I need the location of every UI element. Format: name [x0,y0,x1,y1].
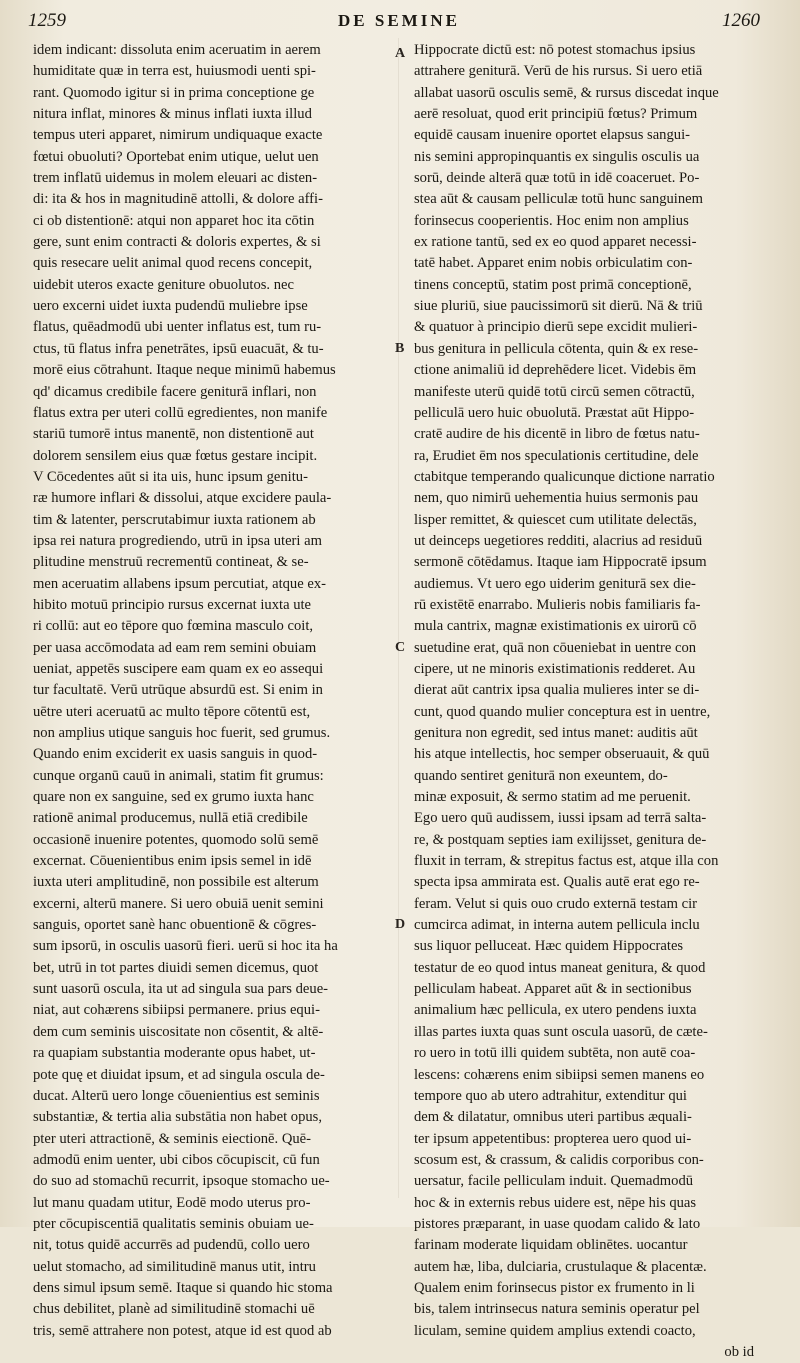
text-line-right: tinens conceptū, statim post primā conceptionē, [414,276,692,293]
text-line-left: V Cōcedentes aūt si ita uis, hunc ipsum genitu- [33,468,308,485]
text-line-right: ro uero in totū illi quidem subtēta, non autē coa- [414,1045,696,1062]
text-line-right: mula cantrix, magnæ existimationis ex uirorū cō [414,618,697,635]
text-line-right: scosum est, & crassum, & calidis corporibus con- [414,1151,704,1168]
text-line-left: morē eius cōtrahunt. Itaque neque minimū habemus [33,362,336,379]
text-line-right: nis semini appropinquantis ex singulis osculis ua [414,148,700,165]
text-line-right: ut deinceps uegetiores redditi, alacrius ad residuū [414,532,703,549]
column-gutter [398,38,399,1198]
margin-letter: A [395,46,406,61]
text-line-right: aerē resoluat, quod erit principiū fœtus? Primum [414,106,698,123]
text-line-left: ræ humore inflari & dissolui, atque excidere paula- [33,490,332,507]
margin-letter: B [395,340,405,356]
text-line-left: dem cum seminis uiscositate non cōsentit, & altē- [33,1023,324,1040]
text-line-right: sermonē cōtēdamus. Itaque iam Hippocratē ipsum [414,554,707,571]
text-line-right: his atque intellectis, hoc semper obseruauit, & quū [414,746,710,763]
text-line-right: & quatuor à principio dierū sepe excidit mulieri- [414,319,698,336]
text-line-right: lescens: cohærens enim sibiipsi semen manens eo [414,1066,705,1083]
text-line-right: stea aūt & causam pelliculæ totū hunc sanguinem [414,191,703,208]
text-line-left: quis resecare uelit animal quod recens concepit, [33,255,313,272]
text-line-right: autem hæ, liba, dulciaria, crustulaque & placentæ. [414,1258,707,1275]
text-line-right: audiemus. Vt uero ego uiderim geniturā sex die- [414,575,696,592]
text-line-left: uētre uteri aceruatū ac multo tēpore cōtentū est, [33,703,311,720]
text-line-left: plitudine menstruū recrementū contineat, & se- [33,554,309,571]
text-line-left: rationē animal producemus, nullā etiā credibile [33,810,308,827]
text-line-left: uero excerni uidet iuxta pudendū muliebre ipse [33,298,308,315]
text-line-right: ex ratione tantū, sed ex eo quod apparet necessi- [414,234,697,251]
text-line-right: siue pluriū, siue paucissimorū sit dierū. Nā & triū [414,298,703,315]
text-line-left: iuxta uteri amplitudinē, non possibile est alterum [33,874,319,891]
text-line-left: fœtui obuoluti? Oportebat enim utique, uelut uen [33,148,319,165]
text-line-right: bis, talem intrinsecus natura seminis operatur pel [414,1301,700,1318]
text-line-right: cumcirca adimat, in interna autem pellicula inclu [414,917,700,934]
text-line-right: cunt, quod quando mulier conceptura est in uentre, [414,703,711,720]
text-line-right: dem & dilatatur, omnibus uteri partibus æquali- [414,1109,692,1126]
text-line-left: hibito motuū principio rursus excernat iuxta ute [33,596,312,613]
text-line-left: admodū enim uenter, ubi cibos cōcupiscit, cū fun [33,1151,320,1168]
text-line-right: testatur de eo quod intus maneat genitura, & quod [414,959,706,976]
text-line-left: sunt uasorū oscula, ita ut ad singula sua pars deue- [33,981,329,998]
text-line-left: sum ipsorū, in osculis uasorū fieri. uerū si hoc ita ha [33,938,338,955]
text-line-right: tatē habet. Apparet enim nobis orbiculatim con- [414,255,693,272]
text-line-left: ci ob distentionē: atqui non apparet hoc ita cōtin [33,212,315,229]
text-line-right: suetudine erat, quā non cōueniebat in uentre con [414,639,697,656]
text-line-left: tempus uteri apparet, nimirum undiquaque exacte [33,127,323,144]
text-line-left: quare non ex sanguine, sed ex grumo iuxta hanc [33,789,314,806]
text-line-left: pote quę et diuidat ipsum, et ad singula oscula de- [33,1066,325,1083]
text-line-left: uidebit uteros exacte geniture obuolutos. nec [33,276,294,293]
text-line-left: rant. Quomodo igitur si in prima conceptione ge [33,84,315,101]
text-line-right: liculam, semine quidem amplius extendi coacto, [414,1322,696,1339]
text-line-left: flatus extra per uteri collū egredientes, non manife [33,404,328,421]
text-line-left: ueniat, appetēs suscipere eam quam ex eo assequi [33,660,324,677]
text-line-right: equidē causam inuenire oportet elapsus sangui- [414,127,690,144]
text-line-right: ter ipsum appetentibus: propterea uero quod ui- [414,1130,692,1147]
text-line-right: rū existētē enarrabo. Mulieris nobis familiaris fa- [414,596,701,613]
text-line-right: feram. Velut si quis ouo crudo externā testam cir [414,895,698,912]
text-line-right: allabat uasorū osculis semē, & rursus discedat inque [414,84,719,101]
text-line-right: ctione animaliū id deprehēdere licet. Videbis ēm [414,362,697,379]
text-line-left: non amplius utique sanguis hoc fuerit, sed grumus. [33,725,331,741]
text-line-right: ctabitque temperando qualicunque dictione narratio [414,468,715,485]
text-line-right: cratē audire de his dicentē in libro de fœtus natu- [414,426,700,443]
text-line-left: ra quapiam substantia moderante opus habet, ut- [33,1045,316,1062]
text-line-left: dolorem sensilem eius quæ fœtus gestare incipit. [33,447,318,464]
text-line-right: re, & postquam septies iam exilijsset, genitura de- [414,831,707,848]
margin-letter: D [395,917,406,933]
text-line-right: sus liquor pelluceat. Hæc quidem Hippocrates [414,938,684,955]
text-line-right: lisper remittet, & quiescet cum utilitate delectās, [414,511,697,528]
text-line-left: ctus, tū flatus infra penetrātes, ipsū euacuāt, & tu- [33,340,324,357]
text-line-left: uelut stomacho, ad similitudinē manus utit, intru [33,1258,316,1275]
text-line-left: lut manu quadam utitur, Eodē modo uterus pro- [33,1194,311,1211]
text-line-left: pter uteri attractionē, & seminis eiectionē. Quē- [33,1130,311,1147]
text-line-right: genitura non egredit, sed intus manet: auditis aūt [414,725,698,741]
running-title: DE SEMINE [338,11,460,30]
text-line-left: pter cōcupiscentiā qualitatis seminis obuiam ue- [33,1215,314,1232]
text-line-right: bus genitura in pellicula cōtenta, quin & ex rese- [414,340,699,357]
text-line-left: tris, semē attrahere non potest, atque id est quod ab [33,1322,332,1339]
text-line-right: ob id [724,1343,754,1360]
text-line-left: ri collū: aut eo tēpore quo fœmina masculo coit, [33,618,314,635]
text-line-left: humiditate quæ in terra est, huiusmodi uenti spi- [33,63,316,80]
text-line-right: hoc & in externis rebus uidere est, nēpe his quas [414,1194,697,1211]
margin-letter: C [395,639,406,655]
text-line-right: Hippocrate dictū est: nō potest stomachus ipsius [414,42,696,58]
text-line-left: substantiæ, & tertia alia substātia non habet opus, [33,1109,322,1126]
text-line-left: ducat. Alterū uero longe cōuenientius est seminis [33,1087,320,1104]
text-line-left: flatus, quēadmodū ubi uenter inflatus est, tum ru- [33,319,322,336]
text-line-left: chus debilitet, planè ad similitudinē stomachi uē [33,1301,315,1318]
text-line-left: excernat. Cōuenientibus enim ipsis semel in idē [33,853,312,870]
text-line-left: per uasa accōmodata ad eam rem semini obuiam [33,639,317,656]
text-line-right: cipere, ut ne minoris existimationis redderet. Au [414,660,696,677]
text-line-right: sorū, deinde alterā quæ totū in idē coaceruet. Po- [414,170,700,187]
text-line-right: dierat aūt cantrix ipsa qualia mulieres inter se di- [414,682,700,699]
text-line-right: minæ exposuit, & sermo statim ad me peruenit. [414,789,691,806]
text-line-right: animalium hæc pellicula, ex utero pendens iuxta [414,1002,697,1019]
text-line-left: cunque organū cauū in animali, statim fit grumus: [33,767,324,784]
text-line-left: sanguis, oportet sanè hanc obuentionē & cōgres- [33,917,317,934]
text-line-left: nitura inflat, minores & minus inflati iuxta illud [33,106,312,123]
text-line-left: excerni, alterū manere. Si uero obuiā uenit semini [33,895,324,912]
text-line-right: pistores præparant, in uase quodam calido & lato [414,1215,701,1232]
text-line-right: fluxit in terram, & strepitus factus est, atque illa con [414,853,719,870]
text-line-right: forinsecus cooperientis. Hoc enim non amplius [414,212,689,229]
text-line-right: nem, quo nimirū uehementia huius sermonis pau [414,490,699,507]
text-line-left: tur facultatē. Verū utrūque absurdū est. Si enim in [33,682,323,699]
text-line-left: occasionē inuenire potentes, quomodo solū semē [33,831,319,848]
text-line-left: nit, totus quidē accurrēs ad pudendū, collo uero [33,1237,310,1254]
page-number-right: 1260 [722,10,760,31]
text-line-right: pelliculā uero huic obuolutā. Præstat aūt Hippo- [414,404,695,421]
text-line-left: ipsa rei natura progrediendo, utrū in ipsa uteri am [33,532,322,549]
text-line-left: tim & latenter, perscrutabimur iuxta rationem ab [33,511,316,528]
text-line-left: di: ita & hos in magnitudinē attolli, & dolore affi- [33,191,323,208]
text-line-left: men aceruatim allabens ipsum percutiat, atque ex- [33,575,326,592]
text-line-right: Qualem enim forinsecus pistor ex frumento in li [414,1279,695,1296]
text-line-right: illas partes iuxta quas sunt oscula uasorū, de cæte- [414,1023,708,1040]
running-header [28,10,760,36]
left-column [33,40,385,1342]
text-line-right: ra, Erudiet ēm nos speculationis certitudine, dele [414,447,699,464]
page-number-left: 1259 [28,10,66,31]
text-line-right: specta ipsa ammirata est. Qualis autē erat ego re- [414,874,700,891]
text-line-left: dens simul ipsum semē. Itaque si quando hic stoma [33,1279,333,1296]
text-line-left: qd' dicamus credibile facere geniturā inflari, non [33,383,317,400]
text-line-left: trem inflatū uidemus in molem eleuari ac disten- [33,170,318,187]
text-line-left: do suo ad stomachū recurrit, ipsoque stomacho ue- [33,1173,330,1190]
text-line-left: niat, aut cohærens sibiipsi permanere. prius equi- [33,1002,320,1019]
text-line-right: quando sentiret geniturā non exeuntem, do- [414,767,668,784]
text-line-left: Quando enim exciderit ex uasis sanguis in quod- [33,746,318,763]
right-column [414,40,784,1363]
text-line-right: farinam moderate liquidam oblinētes. uocantur [414,1237,688,1254]
text-line-left: gere, sunt enim contracti & doloris expertes, & si [33,234,321,251]
text-line-right: Ego uero quū audissem, iussi ipsam ad terrā salta- [414,810,707,827]
text-line-right: attrahere geniturā. Verū de his rursus. Si uero etiā [414,63,703,80]
text-line-left: stariū tumorē intus manentē, non distentionē aut [33,426,314,443]
text-line-right: uersatur, facile pelliculam induit. Quemadmodū [414,1173,694,1190]
text-line-left: bet, utrū in tot partes diuidi semen dicemus, quot [33,959,319,976]
text-line-right: tempore quo ab utero adtrahitur, extenditur qui [414,1087,687,1104]
text-line-left: idem indicant: dissoluta enim aceruatim in aerem [33,42,321,58]
text-line-right: manifeste uterū quidē totū circū semen cōtractū, [414,383,695,400]
text-line-right: pelliculam habeat. Apparet aūt & in sectionibus [414,981,692,998]
